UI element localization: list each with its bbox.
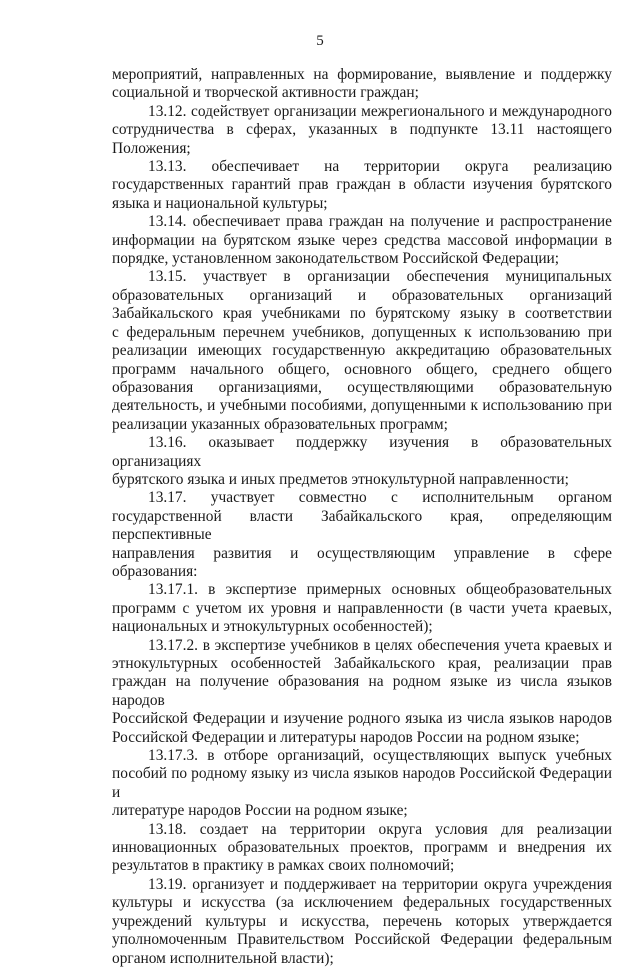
text-line: программ начального общего, основного общего, среднего общего — [112, 360, 612, 378]
text-line: деятельность, и учебными пособиями, допущенными к использованию при — [112, 397, 612, 415]
paragraph — [112, 268, 612, 434]
text-line: учреждений культуры и искусства, перечень которых утверждается — [112, 912, 612, 930]
text-line: сотрудничества в сферах, указанных в подпункте 13.11 настоящего — [112, 121, 612, 139]
document-body — [112, 66, 612, 968]
text-line: образовательных организаций и образовательных организаций — [112, 286, 612, 304]
text-line: образования организациями, осуществляющими образовательную — [112, 378, 612, 396]
text-line: этнокультурных особенностей Забайкальского края, реализации прав — [112, 655, 612, 672]
text-line: Положения; — [112, 139, 191, 157]
text-line: реализации указанных образовательных программ; — [112, 415, 448, 433]
text-line: государственных гарантий прав граждан в области изучения бурятского — [112, 176, 612, 194]
text-line: уполномоченным Правительством Российской Федерации федеральным — [112, 931, 612, 949]
text-line: бурятского языка и иных предметов этнокультурной направленности; — [112, 470, 569, 488]
paragraph — [112, 489, 612, 581]
text-line: результатов в практику в рамках своих полномочий; — [112, 857, 455, 875]
text-line: граждан на получение образования на родном языке из числа языков народов — [112, 673, 612, 709]
paragraph — [112, 213, 612, 268]
text-line: Российской Федерации и литературы народов России на родном языке; — [112, 728, 580, 746]
text-line: культуры и искусства (за исключением федеральных государственных — [112, 894, 612, 912]
text-line: литературе народов России на родном языке; — [112, 802, 408, 820]
paragraph — [112, 434, 612, 489]
paragraph — [112, 747, 612, 821]
text-line: 13.15. участвует в организации обеспечения муниципальных — [148, 268, 612, 286]
text-line: с федеральным перечнем учебников, допущенных к использованию при — [112, 323, 612, 341]
paragraph — [112, 581, 612, 636]
text-line: 13.12. содействует организации межрегионального и международного — [148, 102, 612, 120]
text-line: 13.17.2. в экспертизе учебников в целях обеспечения учета краевых и — [148, 636, 612, 654]
text-line: 13.17.3. в отборе организаций, осуществляющих выпуск учебных — [148, 747, 612, 765]
paragraph — [112, 637, 612, 747]
paragraph — [112, 66, 612, 103]
text-line: национальных и этнокультурных особенностей); — [112, 618, 433, 636]
text-line: направления развития и осуществляющим управление в сфере образования: — [112, 544, 612, 580]
text-line: социальной и творческой активности граждан; — [112, 84, 419, 102]
text-line: Забайкальского края учебниками по бурятскому языку в соответствии — [112, 305, 612, 323]
paragraph — [112, 821, 612, 876]
text-line: информации на бурятском языке через средства массовой информации в — [112, 231, 612, 249]
text-line: программ с учетом их уровня и направленности (в части учета краевых, — [112, 599, 612, 617]
page-number: 5 — [316, 33, 324, 49]
text-line: реализации имеющих государственную аккредитацию образовательных — [112, 342, 612, 360]
text-line: 13.19. организует и поддерживает на территории округа учреждения — [148, 875, 612, 893]
text-line: порядке, установленном законодательством Российской Федерации; — [112, 250, 560, 268]
text-line: государственной власти Забайкальского края, определяющим перспективные — [112, 507, 612, 544]
text-line: органом исполнительной власти); — [112, 949, 334, 967]
text-line: 13.14. обеспечивает права граждан на получение и распространение — [148, 213, 612, 231]
text-line: 13.16. оказывает поддержку изучения в образовательных организациях — [112, 434, 612, 470]
paragraph — [112, 158, 612, 213]
text-line: инновационных образовательных проектов, программ и внедрения их — [112, 839, 612, 857]
text-line: Российской Федерации и изучение родного языка из числа языков народов — [112, 710, 612, 728]
text-line: 13.13. обеспечивает на территории округа реализацию — [148, 158, 612, 176]
text-line: языка и национальной культуры; — [112, 194, 328, 212]
text-line: мероприятий, направленных на формирование, выявление и поддержку — [112, 66, 612, 83]
text-line: пособий по родному языку из числа языков народов Российской Федерации и — [112, 765, 612, 801]
paragraph — [112, 876, 612, 968]
paragraph — [112, 103, 612, 158]
text-line: 13.18. создает на территории округа условия для реализации — [148, 820, 612, 838]
text-line: 13.17. участвует совместно с исполнительным органом — [148, 489, 612, 507]
text-line: 13.17.1. в экспертизе примерных основных общеобразовательных — [148, 581, 612, 599]
